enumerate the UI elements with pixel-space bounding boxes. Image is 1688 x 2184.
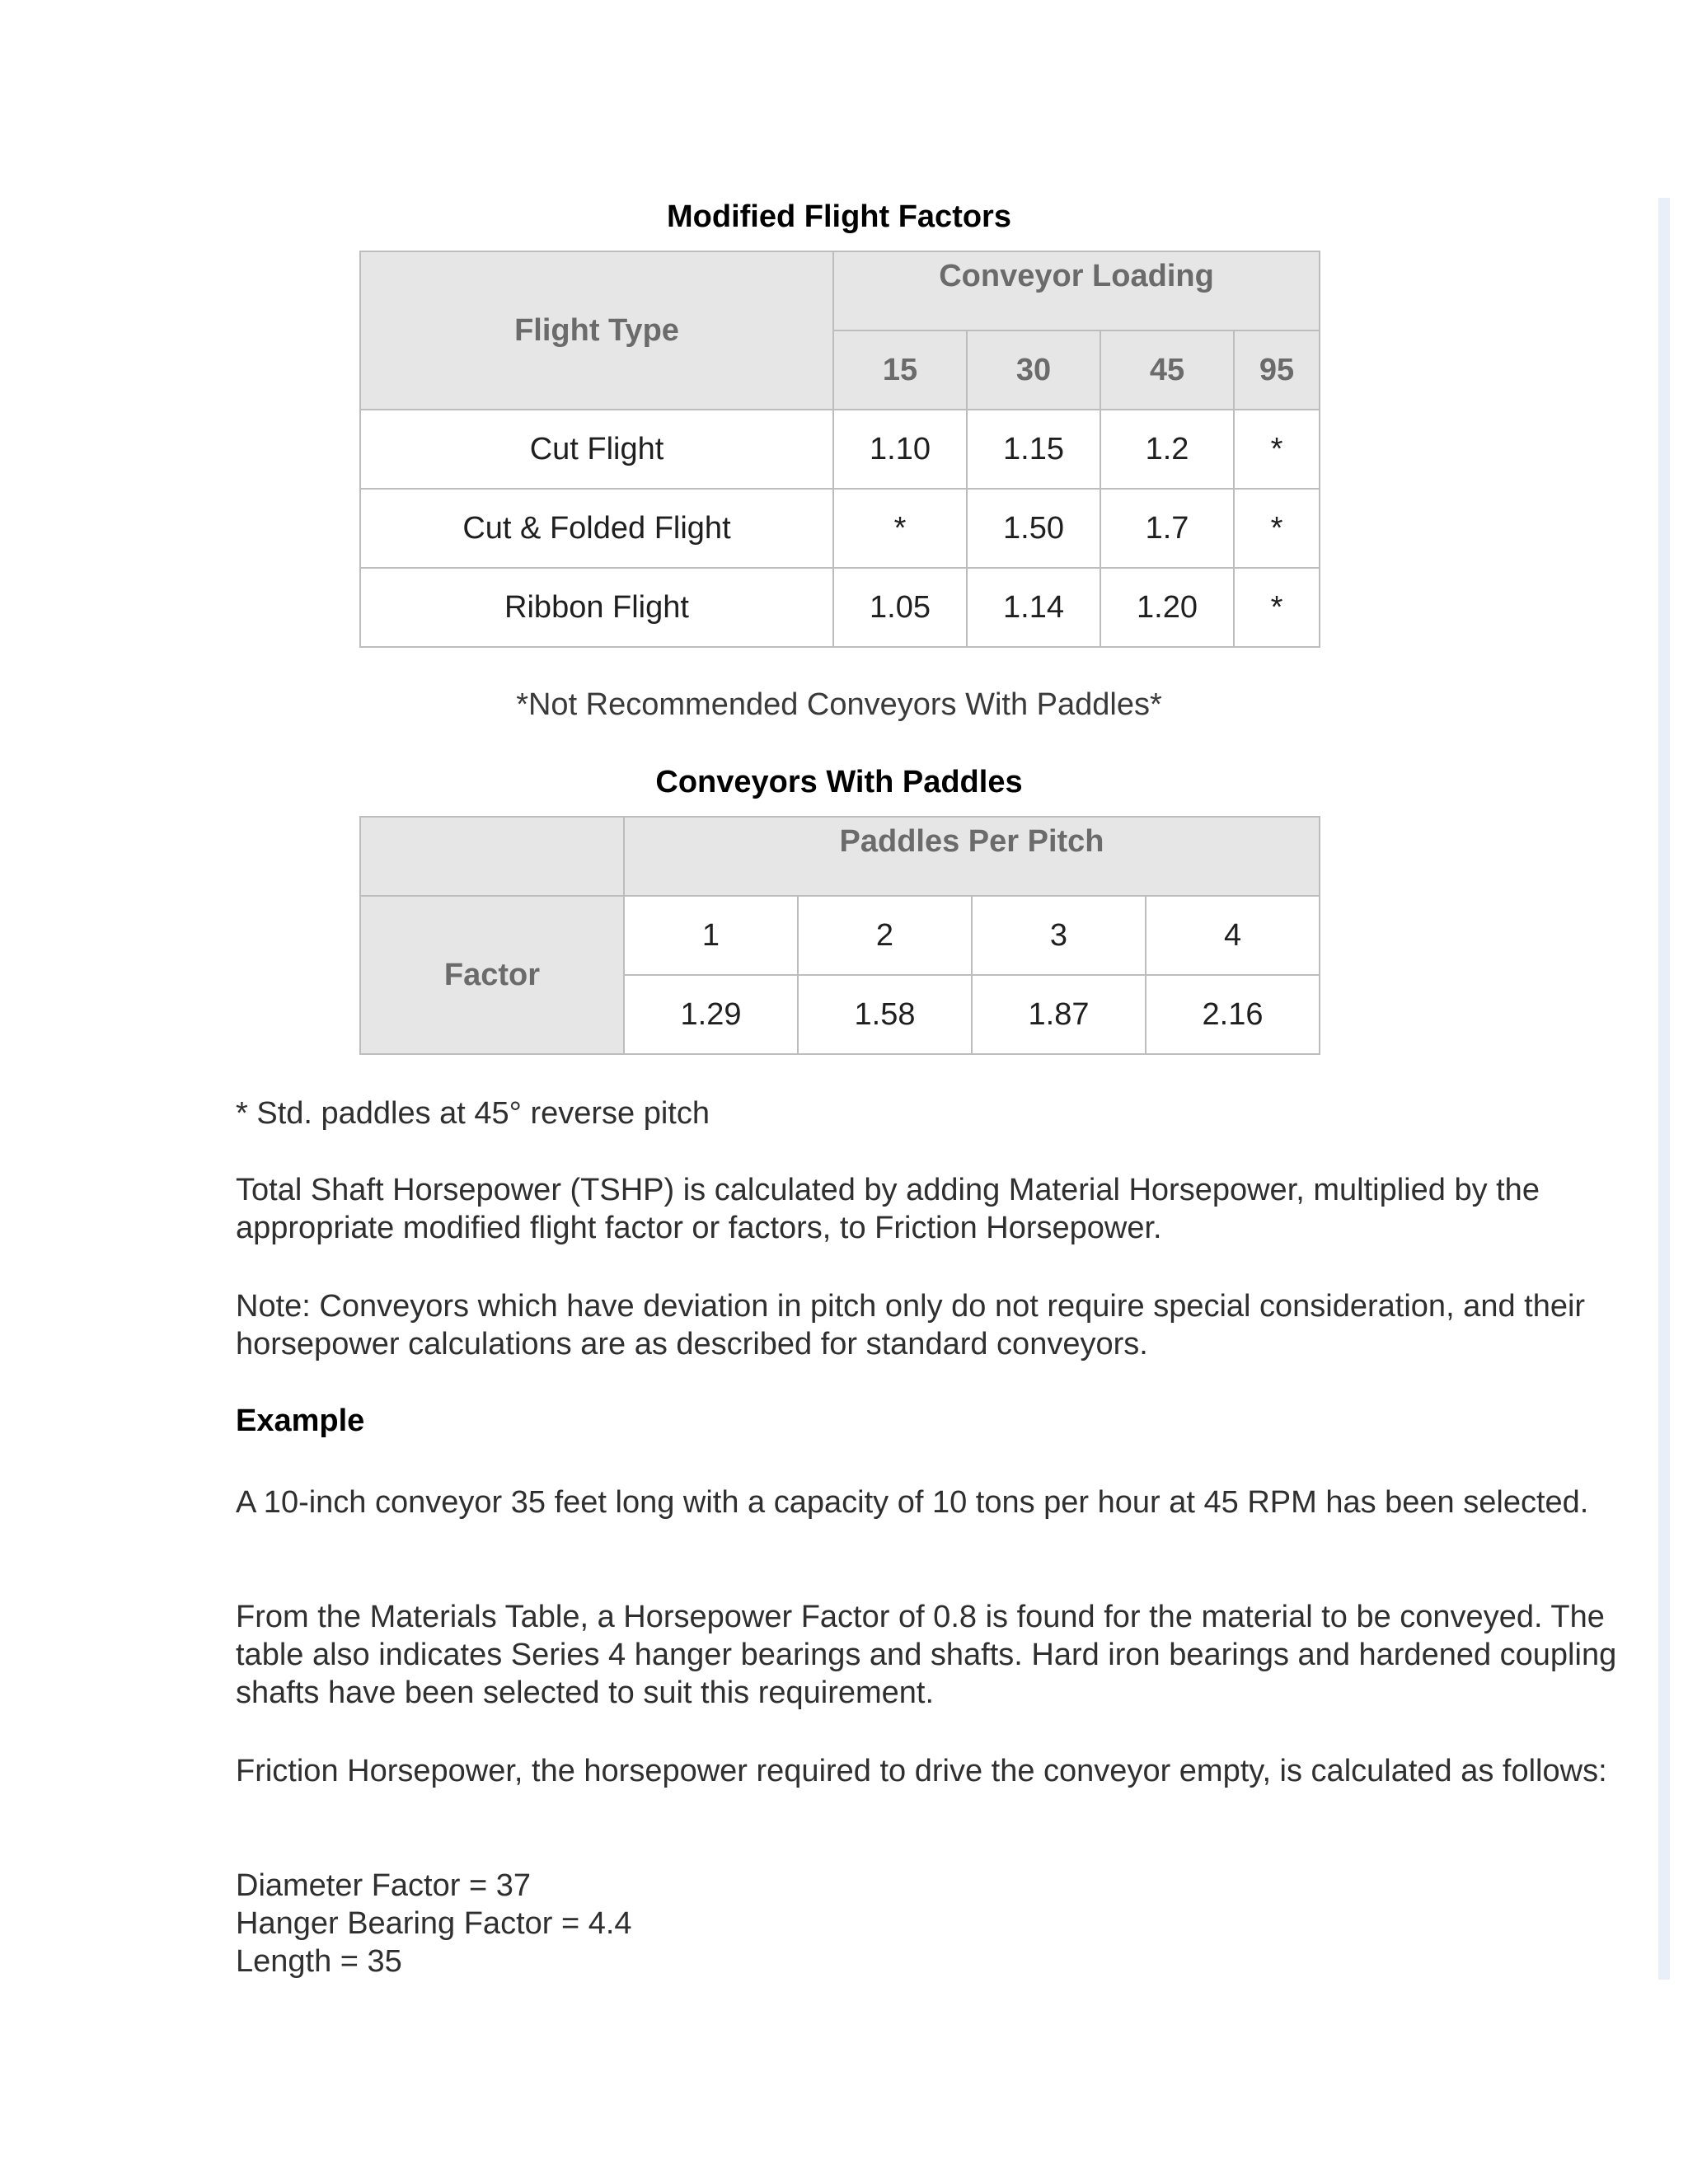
diameter-factor-line: Diameter Factor = 37 — [236, 1868, 531, 1903]
tshp-paragraph: Total Shaft Horsepower (TSHP) is calculated by adding Material Horsepower, multiplied by the appropriate modified flight factor or factors, to Friction Horsepower. — [236, 1173, 1540, 1245]
hanger-bearing-factor-line: Hanger Bearing Factor = 4.4 — [236, 1906, 632, 1941]
flight-factors-title: Modified Flight Factors — [667, 199, 1011, 234]
factor-cell: 1.05 — [833, 568, 967, 647]
not-recommended-note: *Not Recommended Conveyors With Paddles* — [516, 687, 1162, 722]
table-row — [360, 410, 1320, 489]
friction-paragraph: Friction Horsepower, the horsepower required to drive the conveyor empty, is calculated as follows: — [236, 1754, 1607, 1788]
factor-row-label: Factor — [360, 896, 624, 1054]
pitch-note-paragraph: Note: Conveyors which have deviation in pitch only do not require special consideration, and their horsepower calculations are as described for standard conveyors. — [236, 1289, 1586, 1361]
paddle-count-cell: 3 — [972, 896, 1146, 975]
paddle-factor-cell: 1.87 — [972, 975, 1146, 1054]
factor-cell: 1.50 — [967, 489, 1100, 568]
paddle-count-cell: 2 — [798, 896, 972, 975]
paddle-factor-cell: 1.58 — [798, 975, 972, 1054]
example-intro-paragraph: A 10-inch conveyor 35 feet long with a capacity of 10 tons per hour at 45 RPM has been selected. — [236, 1485, 1589, 1520]
loading-col-15: 15 — [833, 330, 967, 410]
factor-cell: 1.14 — [967, 568, 1100, 647]
factor-cell: 1.10 — [833, 410, 967, 489]
table-row — [360, 896, 1320, 975]
materials-paragraph: From the Materials Table, a Horsepower Factor of 0.8 is found for the material to be conveyed. The table also indicates Series 4 hanger bearings and shafts. Hard iron bearings and hardened coupling shafts have been selected to suit this requirement. — [236, 1600, 1617, 1710]
flight-type-cell: Cut & Folded Flight — [360, 489, 833, 568]
table-row — [360, 568, 1320, 647]
flight-type-cell: Ribbon Flight — [360, 568, 833, 647]
example-heading: Example — [236, 1404, 365, 1438]
flight-type-header: Flight Type — [360, 251, 833, 410]
paddle-factor-cell: 2.16 — [1146, 975, 1320, 1054]
paddles-per-pitch-header: Paddles Per Pitch — [624, 817, 1320, 896]
length-line: Length = 35 — [236, 1944, 402, 1979]
factor-cell: * — [1234, 568, 1320, 647]
conveyor-loading-header: Conveyor Loading — [833, 251, 1320, 330]
factor-cell: * — [1234, 410, 1320, 489]
paddle-factor-cell: 1.29 — [624, 975, 798, 1054]
flight-type-cell: Cut Flight — [360, 410, 833, 489]
scrollbar-track[interactable] — [1658, 198, 1670, 1980]
paddles-title: Conveyors With Paddles — [655, 765, 1023, 799]
loading-col-95: 95 — [1234, 330, 1320, 410]
paddle-count-cell: 4 — [1146, 896, 1320, 975]
paddles-corner-cell — [360, 817, 624, 896]
std-paddles-note: * Std. paddles at 45° reverse pitch — [236, 1096, 710, 1131]
loading-col-30: 30 — [967, 330, 1100, 410]
paddles-table — [359, 816, 1320, 1055]
factor-cell: 1.7 — [1100, 489, 1234, 568]
factor-cell: * — [1234, 489, 1320, 568]
table-row — [360, 489, 1320, 568]
factor-cell: 1.20 — [1100, 568, 1234, 647]
flight-factors-table — [359, 251, 1320, 648]
factor-cell: 1.15 — [967, 410, 1100, 489]
factor-cell: 1.2 — [1100, 410, 1234, 489]
paddle-count-cell: 1 — [624, 896, 798, 975]
loading-col-45: 45 — [1100, 330, 1234, 410]
factor-cell: * — [833, 489, 967, 568]
